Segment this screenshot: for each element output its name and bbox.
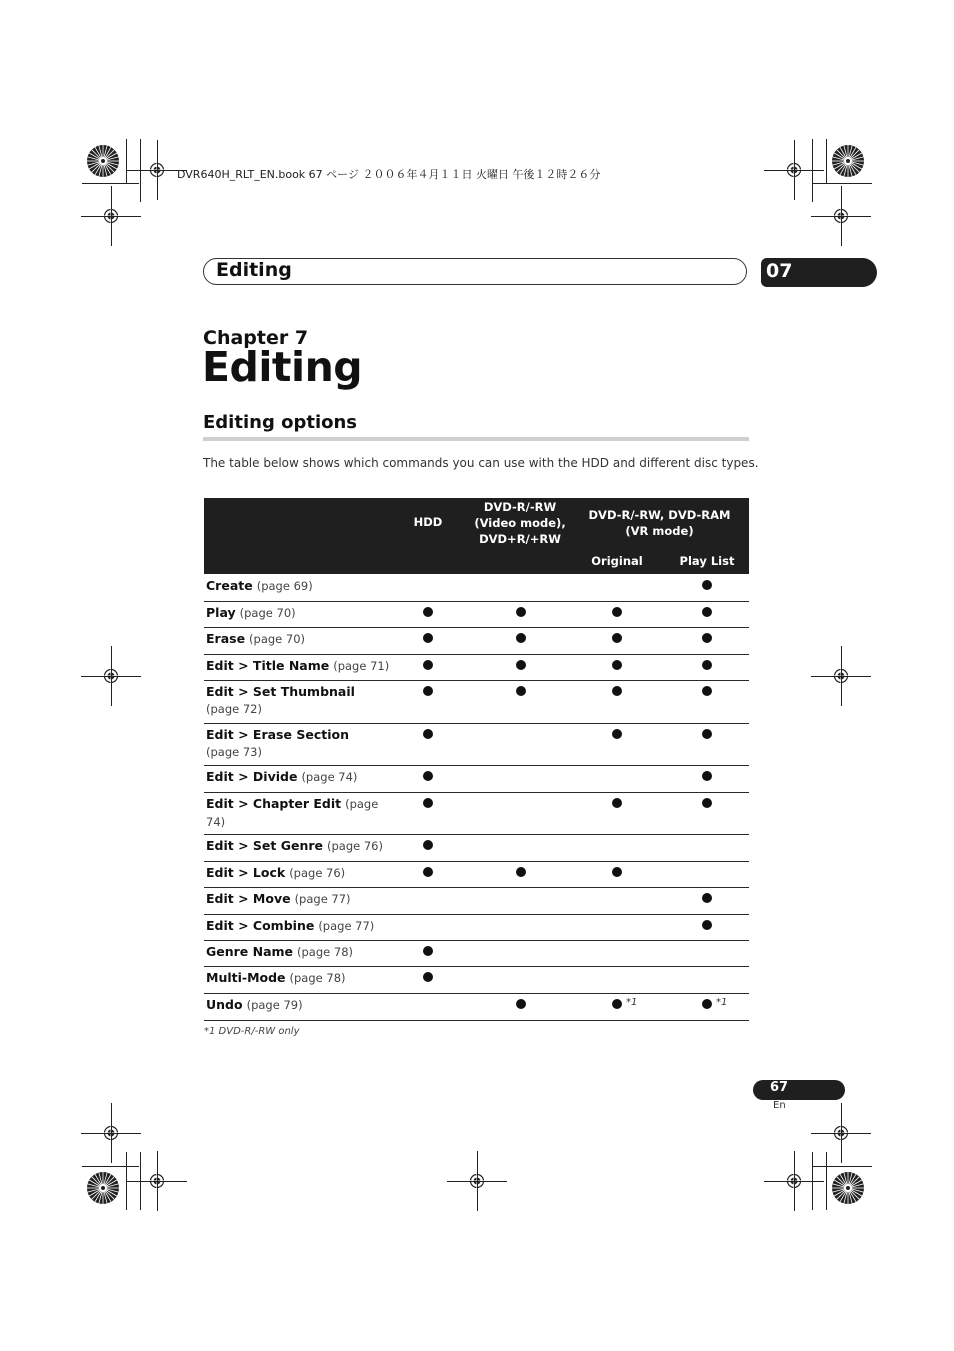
section-title: Editing options — [203, 412, 358, 433]
command-cell — [206, 604, 421, 622]
crop-line — [82, 1166, 139, 1167]
command-page-ref: (page 71) — [333, 659, 390, 673]
supported-dot-original — [612, 867, 622, 877]
command-cell — [206, 795, 381, 831]
supported-dot-hdd — [423, 840, 433, 850]
command-name: Erase — [206, 631, 246, 646]
command-name: Edit > Title Name — [206, 658, 330, 673]
command-cell — [206, 657, 421, 675]
crop-line — [794, 140, 795, 200]
supported-dot-hdd — [423, 771, 433, 781]
crop-line — [841, 1103, 842, 1163]
crop-line — [157, 140, 158, 200]
supported-dot-hdd — [423, 607, 433, 617]
supported-dot-playlist — [702, 607, 712, 617]
command-name: Edit > Divide — [206, 769, 298, 784]
note-marker: *1 — [716, 997, 728, 1008]
command-cell — [206, 969, 421, 987]
sunburst-target-icon — [831, 1171, 865, 1205]
header-dvd-vr-line: DVD-R/-RW, DVD-RAM — [588, 508, 731, 522]
crop-line — [794, 1151, 795, 1211]
supported-dot-original — [612, 686, 622, 696]
command-name: Edit > Set Thumbnail — [206, 684, 355, 699]
command-page-ref: (page 70) — [239, 606, 296, 620]
chapter-number-tab — [761, 258, 877, 287]
footnote: *1 DVD-R/-RW only — [204, 1026, 300, 1037]
supported-dot-hdd — [423, 972, 433, 982]
supported-dot-playlist — [702, 580, 712, 590]
supported-dot-original — [612, 633, 622, 643]
running-header-title: Editing — [216, 259, 292, 281]
supported-dot-playlist — [702, 729, 712, 739]
command-name: Play — [206, 605, 236, 620]
table-row — [204, 834, 749, 862]
supported-dot-playlist — [702, 633, 712, 643]
crop-line — [826, 139, 827, 183]
command-cell — [206, 864, 421, 882]
supported-dot-original — [612, 798, 622, 808]
supported-dot-hdd — [423, 946, 433, 956]
table-row — [204, 574, 749, 602]
supported-dot-hdd — [423, 798, 433, 808]
chapter-label: Chapter 7 — [203, 327, 309, 349]
header-dvd-video-line: DVD-R/-RW — [483, 500, 557, 514]
command-name: Edit > Move — [206, 891, 291, 906]
command-name: Edit > Lock — [206, 865, 286, 880]
supported-dot-hdd — [423, 686, 433, 696]
table-row — [204, 654, 749, 681]
supported-dot-hdd — [423, 660, 433, 670]
supported-dot-video — [516, 686, 526, 696]
table-row — [204, 601, 749, 628]
supported-dot-playlist — [702, 920, 712, 930]
crop-line — [841, 646, 842, 706]
supported-dot-playlist — [702, 893, 712, 903]
header-dvd-vr-mode — [582, 507, 737, 539]
crop-line — [111, 186, 112, 246]
command-name: Edit > Chapter Edit — [206, 796, 342, 811]
crop-line — [826, 1152, 827, 1210]
command-name: Create — [206, 578, 253, 593]
supported-dot-video — [516, 633, 526, 643]
table-header — [204, 498, 749, 574]
command-name: Undo — [206, 997, 243, 1012]
command-page-ref: (page 77) — [318, 919, 375, 933]
table-row — [204, 792, 749, 835]
supported-dot-playlist — [702, 660, 712, 670]
table-row — [204, 723, 749, 766]
table-row — [204, 993, 749, 1021]
supported-dot-original — [612, 999, 622, 1009]
print-header: DVR640H_RLT_EN.book 67 ページ ２００６年４月１１日 火曜日 午後１２時２６分 — [177, 168, 601, 181]
intro-text: The table below shows which commands you can use with the HDD and different disc types. — [203, 456, 759, 470]
header-playlist: Play List — [679, 554, 735, 568]
chapter-title: Editing — [202, 343, 363, 391]
supported-dot-video — [516, 660, 526, 670]
sunburst-target-icon — [86, 144, 120, 178]
page-number: 67 — [770, 1080, 789, 1095]
sunburst-target-icon — [86, 1171, 120, 1205]
header-dvd-vr-line: (VR mode) — [625, 524, 694, 538]
supported-dot-playlist — [702, 686, 712, 696]
command-page-ref: (page 72) — [206, 702, 262, 716]
command-page-ref: (page 76) — [289, 866, 346, 880]
crop-line — [477, 1151, 478, 1211]
command-name: Edit > Set Genre — [206, 838, 324, 853]
table-row — [204, 861, 749, 888]
crop-line — [82, 183, 139, 184]
page-language: En — [773, 1100, 786, 1111]
command-cell — [206, 726, 381, 761]
table-row — [204, 627, 749, 655]
command-cell — [206, 683, 381, 718]
command-page-ref: (page 74) — [301, 770, 358, 784]
supported-dot-hdd — [423, 729, 433, 739]
command-page-ref: (page 78) — [289, 971, 346, 985]
supported-dot-video — [516, 867, 526, 877]
header-original: Original — [591, 554, 643, 568]
command-cell — [206, 890, 421, 908]
command-page-ref: (page 74) — [206, 797, 379, 829]
supported-dot-playlist — [702, 771, 712, 781]
supported-dot-hdd — [423, 867, 433, 877]
command-page-ref: (page 78) — [297, 945, 353, 959]
header-dvd-video-line: DVD+R/+RW — [479, 532, 561, 546]
crop-line — [126, 139, 127, 183]
crop-line — [841, 186, 842, 246]
sunburst-target-icon — [831, 144, 865, 178]
command-cell — [206, 943, 421, 961]
page-number-tab — [753, 1080, 845, 1100]
supported-dot-original — [612, 660, 622, 670]
command-page-ref: (page 70) — [249, 632, 306, 646]
crop-line — [812, 1166, 872, 1167]
command-name: Edit > Erase Section — [206, 727, 349, 742]
supported-dot-original — [612, 729, 622, 739]
command-page-ref: (page 79) — [246, 998, 303, 1012]
supported-dot-hdd — [423, 633, 433, 643]
crop-line — [111, 1103, 112, 1163]
crop-line — [157, 1151, 158, 1211]
table-row — [204, 914, 749, 941]
command-cell — [206, 837, 421, 855]
command-page-ref: (page 76) — [327, 839, 383, 853]
command-page-ref: (page 73) — [206, 745, 262, 759]
section-divider — [203, 437, 749, 441]
command-name: Genre Name — [206, 944, 294, 959]
supported-dot-playlist — [702, 798, 712, 808]
table-row — [204, 765, 749, 793]
supported-dot-video — [516, 999, 526, 1009]
command-cell — [206, 768, 421, 786]
command-page-ref: (page 77) — [294, 892, 351, 906]
command-cell — [206, 577, 421, 595]
crop-line — [812, 183, 872, 184]
command-cell — [206, 917, 421, 935]
supported-dot-original — [612, 607, 622, 617]
header-dvd-video-mode — [466, 499, 574, 547]
chapter-number: 07 — [766, 260, 793, 282]
header-dvd-video-line: (Video mode), — [474, 516, 566, 530]
command-cell — [206, 630, 421, 648]
table-row — [204, 680, 749, 724]
table-row — [204, 940, 749, 967]
supported-dot-video — [516, 607, 526, 617]
header-hdd: HDD — [413, 515, 443, 529]
note-marker: *1 — [626, 997, 638, 1008]
table-row — [204, 887, 749, 915]
command-name: Multi-Mode — [206, 970, 286, 985]
crop-line — [111, 646, 112, 706]
command-page-ref: (page 69) — [256, 579, 313, 593]
command-cell — [206, 996, 421, 1014]
table-row — [204, 966, 749, 994]
command-name: Edit > Combine — [206, 918, 315, 933]
supported-dot-playlist — [702, 999, 712, 1009]
